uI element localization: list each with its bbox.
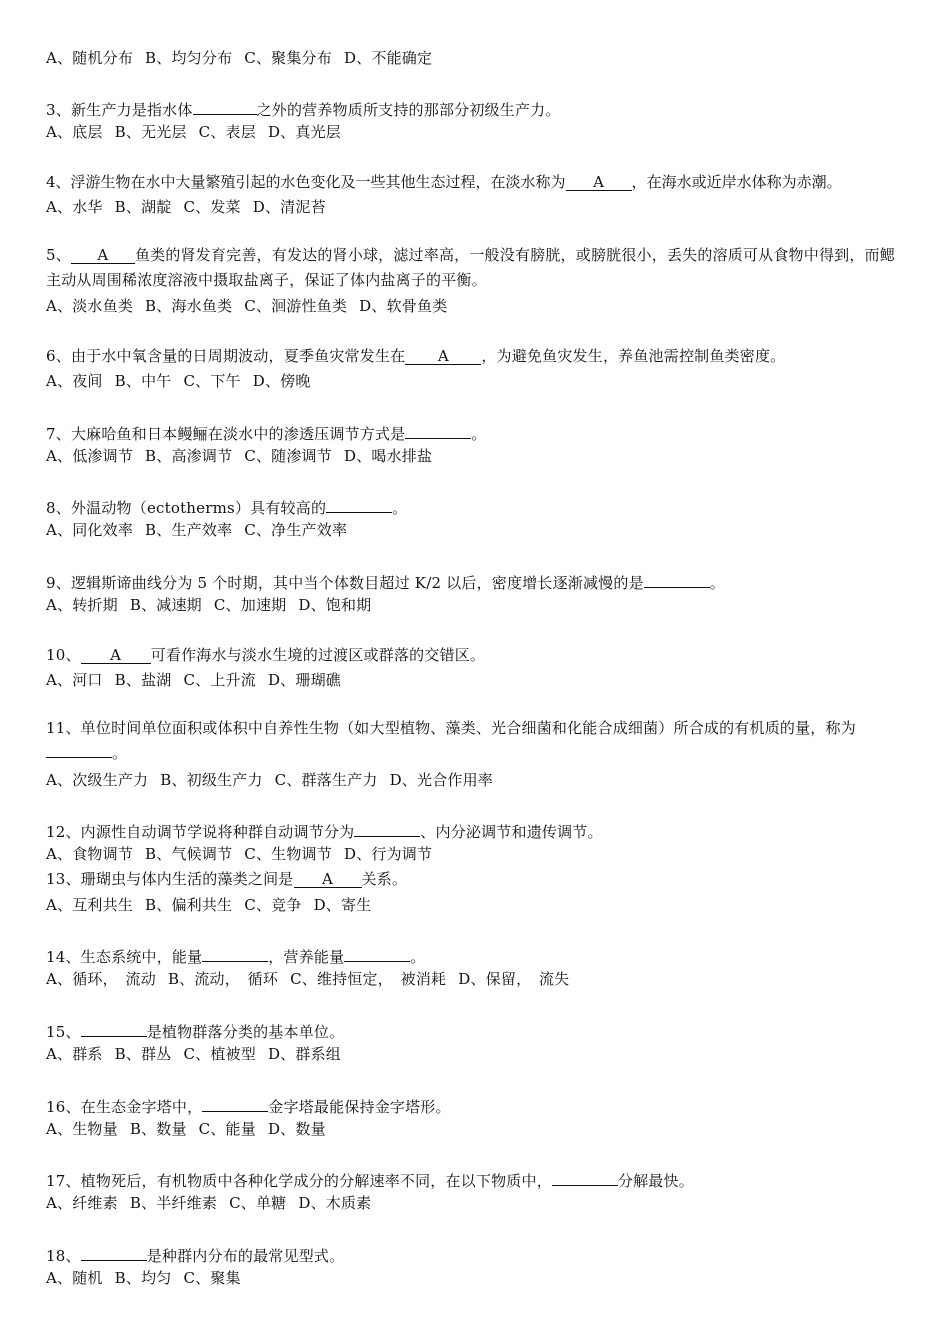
q18-text: 18、 [46, 1247, 81, 1265]
q4-option-b: B、湖靛 [114, 198, 172, 216]
q9-option-b: B、减速期 [129, 596, 202, 614]
q17-option-c: C、单糖 [229, 1194, 287, 1212]
q10-options [46, 671, 910, 689]
q15-option-b: B、群丛 [114, 1045, 172, 1063]
q6-text-end: ，为避免鱼灾发生，养鱼池需控制鱼类密度。 [481, 347, 786, 365]
q17-option-a: A、纤维素 [46, 1194, 118, 1212]
q6-options [46, 372, 910, 390]
q13-blank: A [294, 871, 362, 888]
q10-text: 10、 [46, 646, 81, 664]
q17-option-b: B、半纤维素 [129, 1194, 218, 1212]
q7-option-a: A、低渗调节 [46, 447, 134, 465]
q16-option-c: C、能量 [198, 1120, 256, 1138]
q16-stem [46, 1095, 910, 1116]
q9-blank [644, 571, 710, 588]
q14-text: 14、生态系统中，能量 [46, 948, 203, 966]
q10-text-end: 可看作海水与淡水生境的过渡区或群落的交错区。 [150, 646, 486, 664]
q7-text: 7、大麻哈鱼和日本鳗鲡在淡水中的渗透压调节方式是 [46, 425, 406, 443]
q13-text-end: 关系。 [361, 870, 408, 888]
q12-option-b: B、气候调节 [145, 845, 233, 863]
q4-text-end: ，在海水或近岸水体称为赤潮。 [631, 173, 842, 191]
q8-options [46, 521, 910, 539]
q3-text-end: 之外的营养物质所支持的那部分初级生产力。 [256, 101, 561, 119]
q13-option-c: C、竞争 [244, 896, 302, 914]
q14-text-end: 。 [410, 948, 426, 966]
q5-option-c: C、洄游性鱼类 [244, 297, 348, 315]
q15-option-a: A、群系 [46, 1045, 103, 1063]
q16-options [46, 1120, 910, 1138]
q13-option-d: D、寄生 [313, 896, 372, 914]
q9-options [46, 596, 910, 614]
q3-option-c: C、表层 [198, 123, 256, 141]
q16-text-end: 金字塔最能保持金字塔形。 [268, 1098, 451, 1116]
q5-text-end: 鱼类的肾发育完善，有发达的肾小球，滤过率高，一般没有膀胱，或膀胱很小，丢失的溶质可从食物中得到，而鳃主动从周围稀浓度溶液中摄取盐离子，保证了体内盐离子的平衡。 [46, 246, 895, 289]
q10-option-b: B、盐湖 [114, 671, 172, 689]
q13-stem [46, 870, 910, 888]
q16-blank [202, 1095, 268, 1112]
q3-stem [46, 98, 910, 119]
q12-text-end: 、内分泌调节和遗传调节。 [420, 823, 603, 841]
q11-stem [46, 716, 910, 766]
q15-option-d: D、群系组 [267, 1045, 341, 1063]
q5-option-b: B、海水鱼类 [145, 297, 233, 315]
q3-option-d: D、真光层 [267, 123, 341, 141]
q16-option-b: B、数量 [129, 1120, 187, 1138]
q14-option-b: B、流动， 循环 [167, 970, 279, 988]
q12-option-c: C、生物调节 [244, 845, 332, 863]
q15-stem [46, 1020, 910, 1041]
q11-option-c: C、群落生产力 [274, 771, 378, 789]
q3-options [46, 123, 910, 141]
q8-option-c: C、净生产效率 [244, 521, 348, 539]
q16-text: 16、在生态金字塔中， [46, 1098, 203, 1116]
q16-option-a: A、生物量 [46, 1120, 118, 1138]
q8-option-a: A、同化效率 [46, 521, 134, 539]
q16-option-d: D、数量 [267, 1120, 326, 1138]
q10-option-d: D、珊瑚礁 [267, 671, 341, 689]
q13-option-b: B、偏利共生 [145, 896, 233, 914]
q18-text-end: 是种群内分布的最常见型式。 [146, 1247, 345, 1265]
q13-options [46, 896, 910, 914]
q12-text: 12、内源性自动调节学说将种群自动调节分为 [46, 823, 355, 841]
q11-option-d: D、光合作用率 [389, 771, 493, 789]
q17-options [46, 1194, 910, 1212]
q12-option-a: A、食物调节 [46, 845, 134, 863]
q15-text-end: 是植物群落分类的基本单位。 [146, 1023, 345, 1041]
q4-stem [46, 173, 910, 191]
q11-option-b: B、初级生产力 [160, 771, 263, 789]
q3-option-a: A、底层 [46, 123, 103, 141]
q15-text: 15、 [46, 1023, 81, 1041]
q7-option-d: D、喝水排盐 [343, 447, 433, 465]
q18-stem [46, 1244, 910, 1265]
q18-option-b: B、均匀 [114, 1269, 172, 1287]
q6-option-b: B、中午 [114, 372, 172, 390]
q2-option-d: D、不能确定 [343, 49, 433, 67]
q5-blank: A [71, 247, 135, 264]
q11-options [46, 771, 910, 789]
q17-option-d: D、木质素 [298, 1194, 372, 1212]
q6-text: 6、由于水中氧含量的日周期波动，夏季鱼灾常发生在 [46, 347, 406, 365]
q9-text-end: 。 [709, 574, 725, 592]
q14-option-a: A、循环， 流动 [46, 970, 156, 988]
q9-text: 9、逻辑斯谛曲线分为 5 个时期，其中当个体数目超过 K/2 以后，密度增长逐渐减慢的是 [46, 574, 644, 592]
q4-option-c: C、发菜 [183, 198, 241, 216]
q4-options [46, 198, 910, 216]
q3-option-b: B、无光层 [114, 123, 187, 141]
q18-option-c: C、聚集 [183, 1269, 241, 1287]
q8-text-end: 。 [392, 499, 408, 517]
q15-options [46, 1045, 910, 1063]
q4-option-a: A、水华 [46, 198, 103, 216]
q6-option-c: C、下午 [183, 372, 241, 390]
q9-option-d: D、饱和期 [298, 596, 372, 614]
q2-option-a: A、随机分布 [46, 49, 134, 67]
q17-text: 17、植物死后，有机物质中各种化学成分的分解速率不同，在以下物质中， [46, 1172, 552, 1190]
q7-stem [46, 422, 910, 443]
q7-options [46, 447, 910, 465]
q11-text-end: 。 [112, 744, 128, 762]
q14-options [46, 970, 910, 988]
q12-stem [46, 820, 910, 841]
q11-option-a: A、次级生产力 [46, 771, 149, 789]
q15-option-c: C、植被型 [183, 1045, 256, 1063]
q6-stem [46, 347, 910, 365]
q14-blank-1 [202, 945, 268, 962]
q10-stem [46, 646, 910, 664]
q17-stem [46, 1169, 910, 1190]
q3-text: 3、新生产力是指水体 [46, 101, 193, 119]
q5-stem [46, 243, 910, 293]
q10-option-c: C、上升流 [183, 671, 256, 689]
q9-option-a: A、转折期 [46, 596, 118, 614]
q8-stem [46, 496, 910, 517]
q7-text-end: 。 [471, 425, 487, 443]
q5-text: 5、 [46, 246, 71, 264]
q7-option-c: C、随渗调节 [244, 447, 332, 465]
q5-option-d: D、软骨鱼类 [359, 297, 448, 315]
q14-option-d: D、保留， 流失 [458, 970, 570, 988]
q7-option-b: B、高渗调节 [145, 447, 233, 465]
q14-stem [46, 945, 910, 966]
q7-blank [405, 422, 471, 439]
q12-options [46, 845, 910, 863]
q13-text: 13、珊瑚虫与体内生活的藻类之间是 [46, 870, 294, 888]
q2-option-c: C、聚集分布 [244, 49, 332, 67]
q18-blank [81, 1244, 147, 1261]
q18-options [46, 1269, 910, 1287]
q11-text: 11、单位时间单位面积或体积中自养性生物（如大型植物、藻类、光合细菌和化能合成细菌）所合成的有机质的量，称为 [46, 719, 856, 737]
q2-options [46, 49, 910, 67]
q10-option-a: A、河口 [46, 671, 103, 689]
q13-option-a: A、互利共生 [46, 896, 134, 914]
q6-blank: A [405, 348, 481, 365]
q14-option-c: C、维持恒定， 被消耗 [290, 970, 447, 988]
q2-option-b: B、均匀分布 [145, 49, 233, 67]
q11-blank [46, 741, 112, 758]
q12-option-d: D、行为调节 [343, 845, 433, 863]
q5-options [46, 297, 910, 315]
q9-stem [46, 571, 910, 592]
q4-blank: A [566, 174, 632, 191]
q8-blank [326, 496, 392, 513]
q15-blank [81, 1020, 147, 1037]
q6-option-d: D、傍晚 [252, 372, 311, 390]
q18-option-a: A、随机 [46, 1269, 103, 1287]
q5-option-a: A、淡水鱼类 [46, 297, 134, 315]
q8-text: 8、外温动物（ectotherms）具有较高的 [46, 499, 327, 517]
q6-option-a: A、夜间 [46, 372, 103, 390]
q4-option-d: D、清泥苔 [252, 198, 326, 216]
q14-blank-2 [344, 945, 410, 962]
q4-text: 4、浮游生物在水中大量繁殖引起的水色变化及一些其他生态过程，在淡水称为 [46, 173, 566, 191]
q9-option-c: C、加速期 [213, 596, 287, 614]
q17-blank [552, 1169, 618, 1186]
q8-option-b: B、生产效率 [145, 521, 233, 539]
q10-blank: A [81, 647, 151, 664]
q14-text-mid: ，营养能量 [268, 948, 345, 966]
q17-text-end: 分解最快。 [617, 1172, 694, 1190]
q12-blank [354, 820, 420, 837]
q3-blank [193, 98, 257, 115]
